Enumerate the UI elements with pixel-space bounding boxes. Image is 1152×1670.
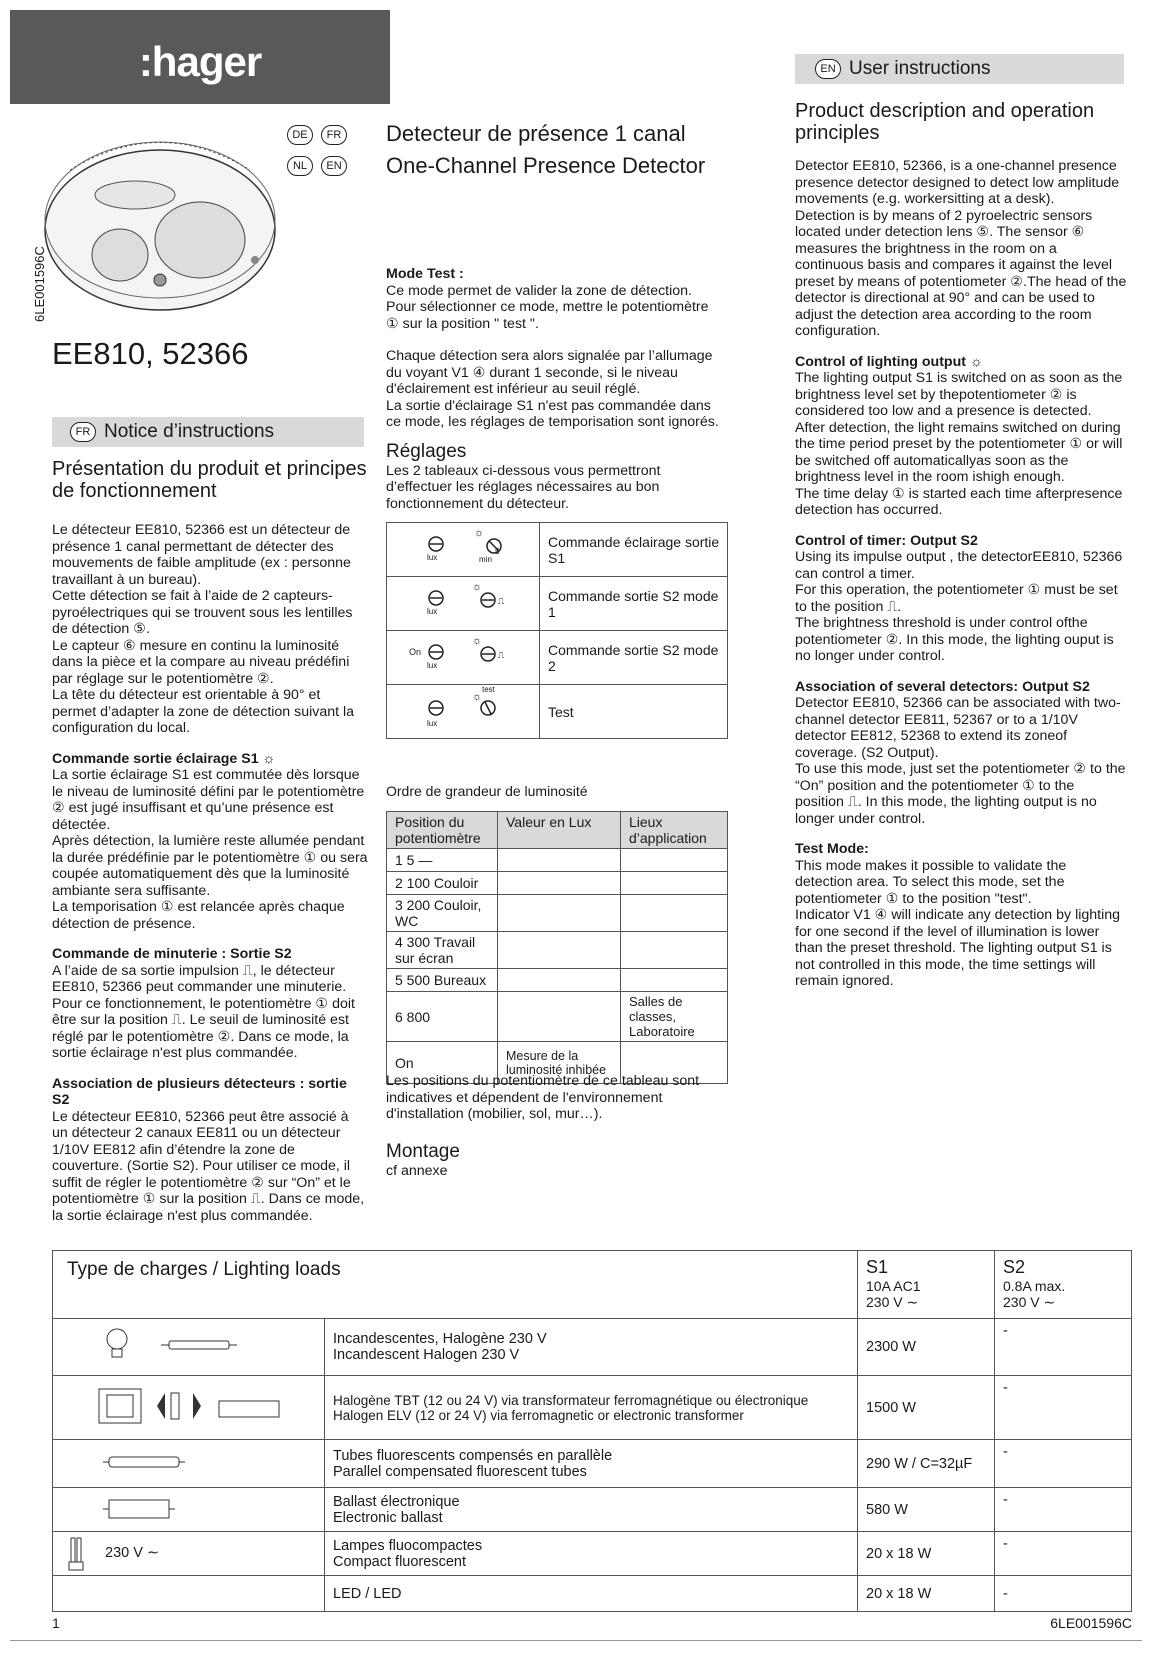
fr-s1-text-3: La temporisation ① est relancée après chaque détection de présence. bbox=[52, 899, 345, 932]
en-test-text-2: Indicator V1 ④ will indicate any detection by lighting for one second if the level of illumination is lower than the preset threshold. The lighting output S1 is not controlled in this mode, the time settings will remain ignored. bbox=[795, 907, 1121, 989]
page-number: 1 bbox=[52, 1615, 60, 1631]
fr-s1-text-2: Après détection, la lumière reste allumée pendant la durée prédéfinie par le potentiomètre ① ou sera coupée automatiquement dès que la luminosité ambiante sera suffisante. bbox=[52, 833, 368, 899]
ordre-cell bbox=[621, 872, 728, 895]
lbl-lux: lux bbox=[427, 607, 438, 616]
en-s2-text-2: For this operation, the potentiometer ① must be set to the position ⎍. bbox=[795, 582, 1118, 615]
fr-s2-text-1: A l’aide de sa sortie impulsion ⎍, le détecteur EE810, 52366 peut commander une minuterie. bbox=[52, 962, 347, 995]
incandescent-icon bbox=[53, 1319, 325, 1376]
brand-logo: :hager bbox=[138, 38, 262, 85]
footer-rule bbox=[10, 1640, 1142, 1641]
model-number: EE810, 52366 bbox=[52, 336, 249, 371]
load-s1-value: 2300 W bbox=[858, 1319, 995, 1376]
en-assoc-title: Association of several detectors: Output S2 bbox=[795, 678, 1090, 695]
ordre-cell bbox=[498, 872, 621, 895]
en-s2-title: Control of timer: Output S2 bbox=[795, 532, 978, 549]
en-test-text-1: This mode makes it possible to validate the detection area. To select this mode, set the potentiometer ① to the position "test". bbox=[795, 857, 1067, 907]
ordre-header-row bbox=[387, 812, 728, 849]
ordre-cell bbox=[498, 895, 621, 932]
load-description bbox=[325, 1532, 858, 1576]
ordre-cell: 5 500 Bureaux bbox=[387, 969, 498, 992]
mid-test-title: Mode Test : bbox=[386, 266, 464, 282]
loads-table bbox=[52, 1250, 1132, 1612]
load-s2-value: - bbox=[995, 1440, 1132, 1488]
lbl-lux: lux bbox=[427, 719, 438, 728]
s2-head: S2 bbox=[1003, 1257, 1026, 1277]
reglage-row bbox=[387, 631, 728, 685]
fluorescent-tube-icon bbox=[53, 1440, 325, 1488]
s2-sub: 230 V ∼ bbox=[1003, 1294, 1056, 1310]
en-heading: Product description and operation principles bbox=[795, 100, 1095, 144]
ordre-cell: 1 5 — bbox=[387, 849, 498, 872]
knob-icons bbox=[388, 578, 538, 626]
ordre-cell: Mesure de la luminosité inhibée bbox=[498, 1042, 621, 1084]
load-s1-value: 1500 W bbox=[858, 1376, 995, 1440]
load-s1-value: 290 W / C=32µF bbox=[858, 1440, 995, 1488]
loads-header-row bbox=[53, 1251, 1132, 1319]
fr-column bbox=[52, 458, 368, 1224]
s1-sub: 10A AC1 bbox=[866, 1278, 921, 1294]
svg-text:☼: ☼ bbox=[472, 635, 483, 647]
mid-test-text-2: Chaque détection sera alors signalée par l’allumage du voyant V1 ④ durant 1 seconde, si le niveau d'éclairement est inférieur au seuil réglé. bbox=[386, 348, 713, 397]
load-description bbox=[325, 1376, 858, 1440]
knob-icons bbox=[388, 524, 538, 572]
en-column bbox=[795, 100, 1127, 990]
en-assoc-text-2: To use this mode, just set the potentiometer ② to the “On” position and the potentiometer ① to the position ⎍. In this mode, the lighting output is no longer under control. bbox=[795, 761, 1126, 827]
fr-badge: FR bbox=[70, 422, 96, 442]
load-s1-value: 20 x 18 W bbox=[858, 1576, 995, 1612]
load-fr: Lampes fluocompactes bbox=[333, 1537, 483, 1554]
fr-assoc-text: Le détecteur EE810, 52366 peut être associé à un détecteur 2 canaux EE811 ou un détecteur 1/10V EE812 afin d’étendre la zone de couverture. (Sortie S2). Pour utiliser ce mode, il suffit de régler le potentiomètre ② sur “On” et le potentiomètre ① sur la position ⎍. Dans ce mode, la sortie éclairage n'est plus commandée. bbox=[52, 1108, 365, 1224]
en-test-title: Test Mode: bbox=[795, 841, 869, 857]
reglage-row bbox=[387, 685, 728, 739]
footer-code: 6LE001596C bbox=[1050, 1615, 1132, 1631]
lbl-lux: lux bbox=[427, 553, 438, 562]
load-s2-value: - bbox=[995, 1532, 1132, 1576]
compact-fluorescent-icon bbox=[53, 1532, 325, 1576]
ordre-row bbox=[387, 969, 728, 992]
reglage-icons bbox=[387, 685, 540, 739]
reglage-label: Test bbox=[540, 685, 728, 739]
en-s1-text-2: After detection, the light remains switched on during the time period preset by the potentiometer ① or will be switched off automaticallyas soon as the brightness level in the room ishigh enough. bbox=[795, 419, 1123, 485]
s1-sub: 230 V ∼ bbox=[866, 1294, 919, 1310]
en-instructions-bar bbox=[795, 54, 1124, 84]
ordre-cell bbox=[621, 849, 728, 872]
fr-s2-text-2: Pour ce fonctionnement, le potentiomètre ① doit être sur la position ⎍. Le seuil de luminosité est réglé par le potentiomètre ②. Dans ce mode, la sortie éclairage n'est plus commandée. bbox=[52, 995, 355, 1061]
lbl-min: min bbox=[479, 555, 492, 564]
fr-intro-2: Cette détection se fait à l’aide de 2 capteurs-pyroélectriques qui se trouvent sous les lentilles de détection ⑤. bbox=[52, 588, 353, 637]
loads-title: Type de charges / Lighting loads bbox=[53, 1251, 858, 1319]
fr-intro-3: Le capteur ⑥ mesure en continu la luminosité dans la pièce et la compare au niveau prédéfini par réglage sur le potentiomètre ②. bbox=[52, 637, 350, 687]
title-en: One-Channel Presence Detector bbox=[386, 153, 706, 178]
ordre-cell bbox=[498, 849, 621, 872]
ordre-title: Ordre de grandeur de luminosité bbox=[386, 783, 588, 799]
ordre-cell bbox=[498, 992, 621, 1042]
load-s1-value: 580 W bbox=[858, 1488, 995, 1532]
badge-en: EN bbox=[321, 156, 347, 176]
fr-intro-4: La tête du détecteur est orientable à 90° et permet d’adapter la zone de détection suivant la configuration du local. bbox=[52, 687, 355, 736]
side-document-code: 6LE001596C bbox=[32, 246, 47, 322]
ordre-header: Valeur en Lux bbox=[498, 812, 621, 849]
load-en: Halogen ELV (12 or 24 V) via ferromagnetic or electronic transformer bbox=[333, 1407, 744, 1423]
reglage-icons bbox=[387, 577, 540, 631]
loads-row bbox=[53, 1376, 1132, 1440]
loads-row bbox=[53, 1440, 1132, 1488]
badge-fr: FR bbox=[321, 125, 347, 145]
fr-instructions-bar bbox=[52, 417, 364, 447]
svg-text:☼: ☼ bbox=[472, 581, 483, 593]
load-s2-value: - bbox=[995, 1488, 1132, 1532]
lbl-on: On bbox=[409, 647, 422, 657]
reglages-title: Réglages bbox=[386, 440, 467, 462]
load-en: Compact fluorescent bbox=[333, 1553, 466, 1570]
load-en: Electronic ballast bbox=[333, 1509, 443, 1526]
reglage-label: Commande sortie S2 mode 1 bbox=[540, 577, 728, 631]
load-en: Parallel compensated fluorescent tubes bbox=[333, 1463, 587, 1480]
load-fr: LED / LED bbox=[333, 1585, 402, 1602]
ordre-cell bbox=[498, 932, 621, 969]
title-fr: Detecteur de présence 1 canal bbox=[386, 121, 686, 146]
ordre-row bbox=[387, 895, 728, 932]
reglage-row bbox=[387, 523, 728, 577]
load-en: Incandescent Halogen 230 V bbox=[333, 1347, 520, 1363]
en-intro-2: Detection is by means of 2 pyroelectric sensors located under detection lens ⑤. The sensor ⑥ measures the brightness in the room on a continuous basis and compares it against the level preset by means of potentiometer ②.The head of the detector is directional at 90° and can be used to adjust the detection area according to the room configuration. bbox=[795, 207, 1127, 339]
svg-text:☼: ☼ bbox=[472, 691, 483, 703]
mid-test-text: Ce mode permet de valider la zone de détection. Pour sélectionner ce mode, mettre le potentiomètre ① sur la position " test ". bbox=[386, 282, 709, 332]
knob-icons bbox=[388, 686, 538, 734]
load-s2-value: - bbox=[995, 1576, 1132, 1612]
ordre-cell: 2 100 Couloir bbox=[387, 872, 498, 895]
load-fr: Incandescentes, Halogène 230 V bbox=[333, 1331, 547, 1347]
ordre-note-block bbox=[386, 1073, 728, 1179]
s1-head: S1 bbox=[866, 1257, 889, 1277]
fr-heading: Présentation du produit et principes de fonctionnement bbox=[52, 458, 367, 502]
ordre-cell: 4 300 Travail sur écran bbox=[387, 932, 498, 969]
reglage-icons bbox=[387, 523, 540, 577]
fr-assoc-title: Association de plusieurs détecteurs : sortie S2 bbox=[52, 1075, 347, 1108]
load-description bbox=[325, 1319, 858, 1376]
halogen-transformer-icon bbox=[53, 1376, 325, 1440]
reglages-table bbox=[386, 522, 728, 739]
ordre-row bbox=[387, 849, 728, 872]
badge-nl: NL bbox=[287, 156, 313, 176]
loads-s1-header bbox=[858, 1251, 995, 1319]
en-badge: EN bbox=[815, 59, 841, 79]
loads-row bbox=[53, 1576, 1132, 1612]
reglages-text: Les 2 tableaux ci-dessous vous permettront d’effectuer les réglages nécessaires au bon fonctionnement du détecteur. bbox=[386, 462, 661, 512]
mid-column bbox=[386, 266, 724, 512]
load-description bbox=[325, 1488, 858, 1532]
ordre-cell bbox=[498, 969, 621, 992]
en-bar-title: User instructions bbox=[849, 58, 991, 79]
loads-s2-header bbox=[995, 1251, 1132, 1319]
montage-title: Montage bbox=[386, 1140, 460, 1162]
electronic-ballast-icon bbox=[53, 1488, 325, 1532]
en-s2-text-3: The brightness threshold is under control ofthe potentiometer ②. In this mode, the lighting ouput is no longer under control. bbox=[795, 615, 1114, 664]
load-s1-value: 20 x 18 W bbox=[858, 1532, 995, 1576]
reglage-icons bbox=[387, 631, 540, 685]
load-s2-value: - bbox=[995, 1319, 1132, 1376]
load-description bbox=[325, 1576, 858, 1612]
lang-badges-row1 bbox=[287, 125, 347, 145]
fr-s1-text-1: La sortie éclairage S1 est commutée dès lorsque le niveau de luminosité défini par le potentiomètre ② est jugé insuffisant et qu’une présence est détectée. bbox=[52, 767, 365, 833]
svg-text:⎍: ⎍ bbox=[498, 650, 505, 660]
mid-test-text-3: La sortie d'éclairage S1 n'est pas commandée dans ce mode, les réglages de temporisation sont ignorés. bbox=[386, 397, 719, 430]
s2-sub: 0.8A max. bbox=[1003, 1278, 1066, 1294]
ordre-row bbox=[387, 932, 728, 969]
light-icon: ☼ bbox=[969, 353, 983, 370]
ordre-note: Les positions du potentiomètre de ce tableau sont indicatives et dépendent de l'environnement d'installation (mobilier, sol, mur…). bbox=[386, 1073, 700, 1122]
fr-s1-title: Commande sortie éclairage S1 ☼ bbox=[52, 750, 276, 767]
ordre-cell: On bbox=[387, 1042, 498, 1084]
montage-text: cf annexe bbox=[386, 1162, 448, 1179]
ordre-row bbox=[387, 872, 728, 895]
en-s1-text-1: The lighting output S1 is switched on as soon as the brightness level set by thepotentiometer ② is considered too low and a presence is detected. bbox=[795, 370, 1123, 419]
ordre-cell bbox=[621, 932, 728, 969]
lbl-test: test bbox=[482, 685, 495, 694]
detector-illustration bbox=[40, 120, 280, 320]
badge-de: DE bbox=[287, 125, 313, 145]
svg-text:⎍: ⎍ bbox=[498, 596, 505, 606]
svg-text:☼: ☼ bbox=[474, 527, 485, 539]
fr-intro-1: Le détecteur EE810, 52366 est un détecteur de présence 1 canal permettant de détecter des mouvements de faible amplitude (ex : personne travaillant à un bureau). bbox=[52, 522, 351, 588]
load-icon-empty bbox=[53, 1576, 325, 1612]
brand-logo-box bbox=[10, 10, 390, 104]
ordre-cell: Salles de classes, Laboratoire bbox=[621, 992, 728, 1042]
loads-row bbox=[53, 1488, 1132, 1532]
ordre-header: Position du potentiomètre bbox=[387, 812, 498, 849]
lbl-5min: 5' bbox=[495, 547, 501, 556]
ordre-cell: 3 200 Couloir, WC bbox=[387, 895, 498, 932]
en-s1-text-3: The time delay ① is started each time afterpresence detection has occurred. bbox=[795, 485, 1123, 518]
ordre-row bbox=[387, 992, 728, 1042]
ordre-cell bbox=[621, 895, 728, 932]
load-fr: Ballast électronique bbox=[333, 1493, 460, 1510]
load-fr: Tubes fluorescents compensés en parallèle bbox=[333, 1447, 613, 1464]
load-s2-value: - bbox=[995, 1376, 1132, 1440]
en-s2-text-1: Using its impulse output , the detectorEE810, 52366 can control a timer. bbox=[795, 549, 1123, 582]
loads-row bbox=[53, 1319, 1132, 1376]
ordre-cell: 6 800 bbox=[387, 992, 498, 1042]
loads-row bbox=[53, 1532, 1132, 1576]
fr-bar-title: Notice d’instructions bbox=[104, 421, 275, 442]
reglage-row bbox=[387, 577, 728, 631]
en-intro-1: Detector EE810, 52366, is a one-channel presence presence detector designed to detect low amplitude movements (e.g. workersitting at a desk). bbox=[795, 158, 1120, 207]
en-assoc-text-1: Detector EE810, 52366 can be associated with two-channel detector EE811, 52367 or to a 1/10V detector EE812, 52368 to extend its zoneof coverage. (S2 Output). bbox=[795, 695, 1121, 761]
lang-badges-row2 bbox=[287, 156, 347, 176]
load-description bbox=[325, 1440, 858, 1488]
ordre-header: Lieux d’application bbox=[621, 812, 728, 849]
lbl-lux: lux bbox=[427, 661, 438, 670]
cfl-voltage-label: 230 V ∼ bbox=[105, 1545, 160, 1562]
ordre-table bbox=[386, 811, 728, 1084]
en-s1-title: Control of lighting output ☼ bbox=[795, 353, 983, 370]
reglage-label: Commande éclairage sortie S1 bbox=[540, 523, 728, 577]
light-icon: ☼ bbox=[262, 750, 276, 767]
ordre-cell bbox=[621, 969, 728, 992]
reglage-label: Commande sortie S2 mode 2 bbox=[540, 631, 728, 685]
fr-s2-title: Commande de minuterie : Sortie S2 bbox=[52, 946, 292, 962]
load-fr: Halogène TBT (12 ou 24 V) via transformateur ferromagnétique ou électronique bbox=[333, 1392, 809, 1408]
